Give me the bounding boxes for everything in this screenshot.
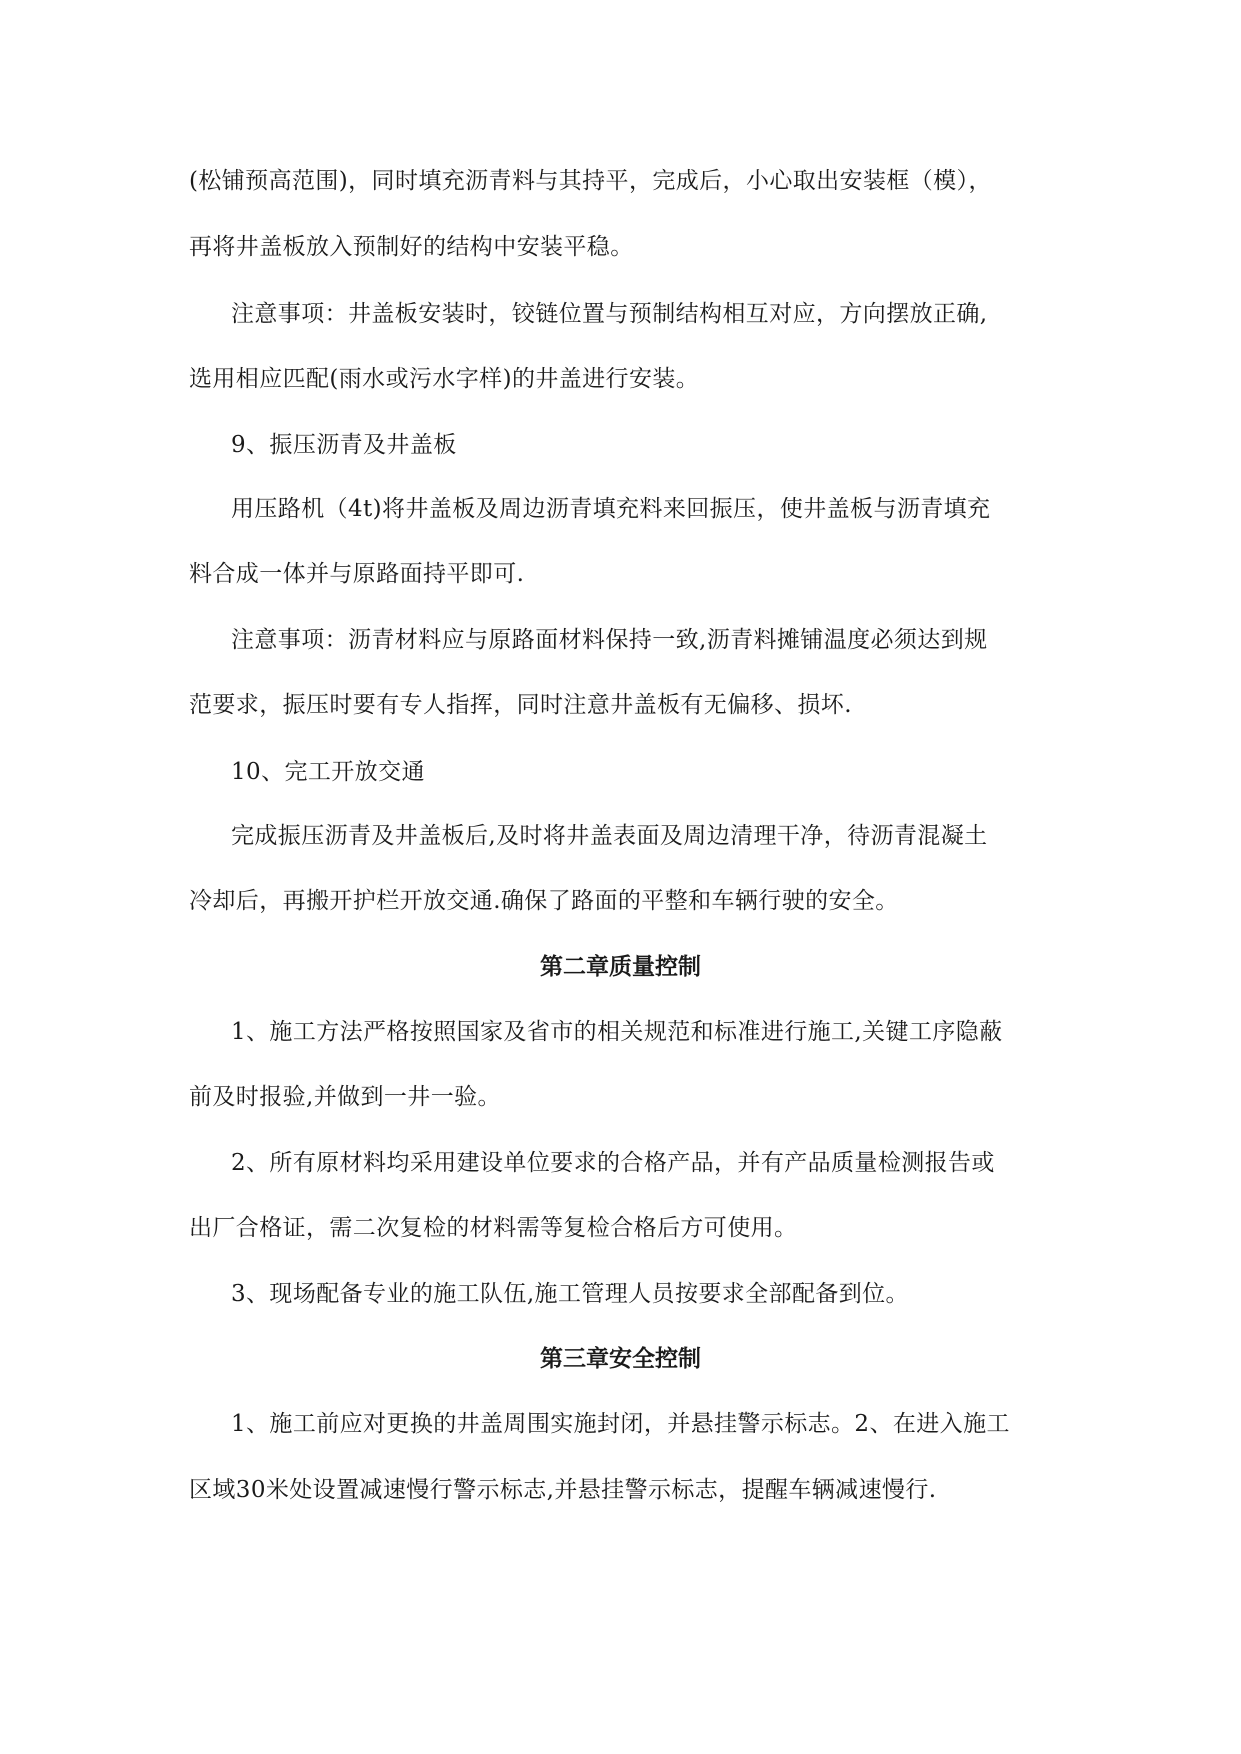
paragraph-line: 用压路机（4t)将井盖板及周边沥青填充料来回振压，使井盖板与沥青填充 bbox=[231, 496, 991, 522]
paragraph-line: 冷却后，再搬开护栏开放交通.确保了路面的平整和车辆行驶的安全。 bbox=[189, 888, 899, 914]
paragraph-line: 出厂合格证，需二次复检的材料需等复检合格后方可使用。 bbox=[189, 1215, 798, 1241]
paragraph-line: 再将井盖板放入预制好的结构中安装平稳。 bbox=[189, 234, 634, 260]
paragraph-line: 2、所有原材料均采用建设单位要求的合格产品，并有产品质量检测报告或 bbox=[231, 1150, 995, 1176]
paragraph-line: 前及时报验,并做到一井一验。 bbox=[189, 1084, 501, 1110]
paragraph-line: 1、施工前应对更换的井盖周围实施封闭，并悬挂警示标志。2、在进入施工 bbox=[231, 1411, 1010, 1437]
paragraph-line: 选用相应匹配(雨水或污水字样)的井盖进行安装。 bbox=[189, 366, 700, 392]
paragraph-line: 料合成一体并与原路面持平即可. bbox=[189, 561, 525, 587]
section-item-title: 9、振压沥青及井盖板 bbox=[231, 432, 457, 458]
paragraph-line: 区域30米处设置减速慢行警示标志,并悬挂警示标志，提醒车辆减速慢行. bbox=[189, 1477, 937, 1503]
paragraph-line: 3、现场配备专业的施工队伍,施工管理人员按要求全部配备到位。 bbox=[231, 1281, 909, 1307]
paragraph-line: (松铺预高范围)，同时填充沥青料与其持平，完成后，小心取出安装框（模）， bbox=[189, 168, 992, 194]
paragraph-line: 范要求，振压时要有专人指挥，同时注意井盖板有无偏移、损坏. bbox=[189, 692, 852, 718]
chapter-heading: 第三章安全控制 bbox=[540, 1346, 701, 1372]
paragraph-line: 1、施工方法严格按照国家及省市的相关规范和标准进行施工,关键工序隐蔽 bbox=[231, 1019, 1003, 1045]
paragraph-line: 注意事项：井盖板安装时，铰链位置与预制结构相互对应，方向摆放正确, bbox=[231, 301, 988, 327]
chapter-heading: 第二章质量控制 bbox=[540, 954, 701, 980]
paragraph-line: 完成振压沥青及井盖板后,及时将井盖表面及周边清理干净，待沥青混凝土 bbox=[231, 823, 988, 849]
paragraph-line: 注意事项：沥青材料应与原路面材料保持一致,沥青料摊铺温度必须达到规 bbox=[231, 627, 988, 653]
section-item-title: 10、完工开放交通 bbox=[231, 759, 425, 785]
